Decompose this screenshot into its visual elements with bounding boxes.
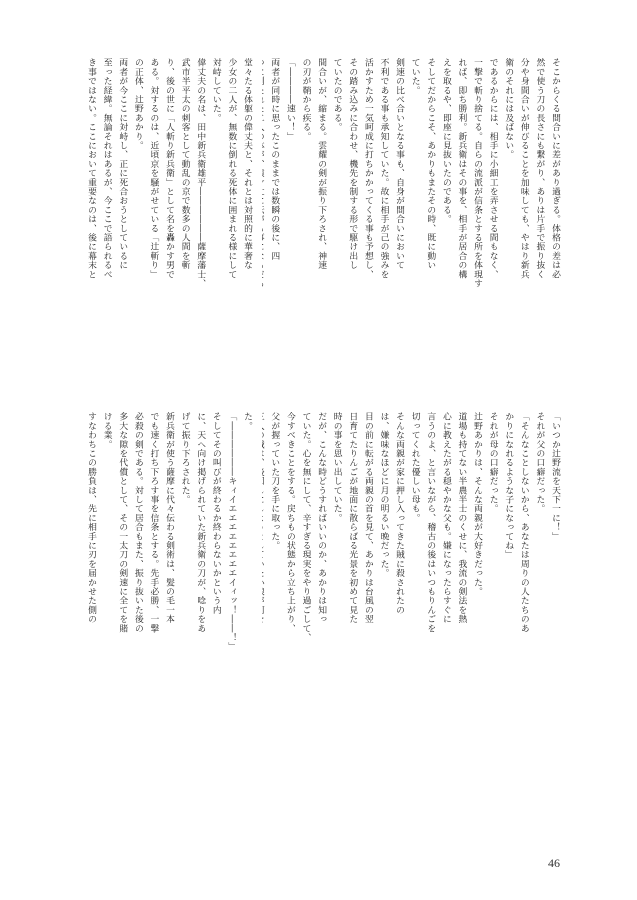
text-column: そしてだからこそ、あかりもまたその時、既に動い xyxy=(425,58,436,270)
text-column: の刃が鞘から疾る。 xyxy=(300,58,311,141)
text-column: 活かすため一気呵成に打ちかかってくる事も予想し、 xyxy=(362,58,373,279)
text-column: に、天へ向け掲げられていた新兵衛の刀が、唸りをあ xyxy=(195,412,206,633)
text-column: ていた。心を無にして、辛すぎる現実をやり過ごして、 xyxy=(300,412,311,642)
text-column: ある。対するのは、近頃京を騒がせている「辻斬り」 xyxy=(148,58,159,279)
text-block-upper-right xyxy=(262,58,562,378)
text-column: き事ではない。ここにおいて重要なのは、後に幕末と xyxy=(86,58,97,279)
text-column: だが、こんな時どうすればいいのか、あかりは知っ xyxy=(316,412,327,624)
text-column: 目の前に転がる両親の首を見て、あかりは台風の翌 xyxy=(362,412,373,624)
text-column: 偉丈夫の名は、田中新兵衛雄平――――――薩摩藩士、 xyxy=(195,58,206,288)
page-number: 46 xyxy=(548,856,560,870)
text-column: 然で使う刀の長さにも繋がり、ありは片手で振り抜く xyxy=(534,58,545,279)
text-column: 父が握っていた刀を手に取った。 xyxy=(269,412,280,550)
text-column: 「そんなことしないから、あなたは周りの人たちのあ xyxy=(518,412,529,633)
text-column: ける業。 xyxy=(101,412,112,449)
text-column xyxy=(262,412,266,734)
text-column: 辻野あかりは、そんな両親が大好きだった。 xyxy=(472,412,483,596)
text-column: 少女の二人が、無数に倒れる死体に囲まれる様にして xyxy=(226,58,237,279)
text-column: の正体、辻野あかり。 xyxy=(132,58,143,150)
text-column: ていた。 xyxy=(409,58,420,95)
text-block-lower-left xyxy=(82,412,254,734)
text-column: 堂々たる体躯の偉丈夫と、それとは対照的に華奢な xyxy=(242,58,252,270)
text-column: そしてその叫びが終わるか終わらないかという内 xyxy=(210,412,221,615)
text-column: 必殺の剣である。対して居合もまた、振り抜いた後の xyxy=(132,412,143,633)
text-column: でも速く打ち下ろす事を信条とする。先手必勝、一撃 xyxy=(148,412,159,633)
text-column: 時の事を思い出していた。 xyxy=(331,412,342,523)
text-column: それが父の口癖だった。 xyxy=(534,412,545,514)
text-column: かりになれるような子になってね」 xyxy=(503,412,514,560)
text-column: 剣速の比べ合いとなる事も、自身が間合いにおいて xyxy=(394,58,405,270)
text-column: 一撃で斬り捨てる。自らの流派が信条とする所を体現す xyxy=(472,58,483,288)
text-column: であるからには、相手に小細工を弄させる間もなく、 xyxy=(487,58,498,279)
text-column: 新兵衛が使う薩摩に代々伝わる剣術は、髪の毛一本 xyxy=(164,412,175,624)
text-column: 分や身間合いが伸びることを加味しても、やはり新兵 xyxy=(518,58,529,279)
text-column: 両者が今ここに対峙し、正に死合おうとしているに xyxy=(117,58,128,270)
text-column: た。 xyxy=(242,412,252,431)
text-column: は、嫌味なほどに月の明るい晩だった。 xyxy=(378,412,389,578)
text-column: 両者が同時に思ったこのままでは数瞬の後に、四 xyxy=(269,58,280,261)
text-column: えを取るや、即座に見抜いたのである。 xyxy=(440,58,451,224)
text-column: れば、即ち勝利。新兵衛はその事を、相手が居合の構 xyxy=(456,58,467,279)
text-column: 切ってくれた優しい母も。 xyxy=(409,412,420,523)
text-column: 多大な隙を代償として、その一太刀の剣速に全てを賭 xyxy=(117,412,128,633)
text-column: 言うのよ、と言いながら、稽古の後はいつもりんごを xyxy=(425,412,436,633)
text-column: 心に教えたがる穏やかな父も。嫌になったらすぐに xyxy=(440,412,451,624)
text-block-upper-left xyxy=(82,58,254,378)
text-column: 「いつか辻野流を天下一に！」 xyxy=(550,412,560,541)
text-column: 「――――――キィイエエエエエエエエイィッ！――！」 xyxy=(226,412,237,652)
text-column: り、後の世に「人斬り新兵衛」として名を轟かす男で xyxy=(164,58,175,279)
text-column: げて振り下ろされた。 xyxy=(179,412,190,504)
text-block-lower-right xyxy=(262,412,562,734)
text-column: 「――――速い！」 xyxy=(284,58,295,141)
text-column: 対峙していた。 xyxy=(210,58,221,123)
text-column: すなわちこの勝負は、先に相手に刃を届かせた側の xyxy=(86,412,97,624)
text-column xyxy=(262,58,266,378)
text-column: それが母の口癖だった。 xyxy=(487,412,498,514)
text-column: 武市半平太の刺客として動乱の京で数多の人間を斬 xyxy=(179,58,190,270)
text-column: そこからくる間合いに差があり過ぎる。体格の差は必 xyxy=(550,58,560,279)
text-column: ていたのである。 xyxy=(331,58,342,132)
text-column: 道場も持てない半農半士のくせに、我流の剣法を熱 xyxy=(456,412,467,624)
text-column: 日育てたりんごが地面に散らばる光景を初めて見た xyxy=(347,412,358,624)
text-column: 今すべきことをする。戻ちもの状態から立ち上がり、 xyxy=(284,412,295,633)
text-column: その踏み込みに合わせ、機先を制する形で駆け出し xyxy=(347,58,358,270)
text-column: 至った経緯。無論それはあるが、今ここで語られるべ xyxy=(101,58,112,279)
text-column: 衛のそれには及ばない。 xyxy=(503,58,514,160)
text-column: 間合いが、縮まる。雲耀の剣が振り下ろされ、神速 xyxy=(316,58,327,270)
text-column: そんな両親が家に押し入ってきた賊に殺されたの xyxy=(394,412,405,615)
text-column: 不利である事も承知していた。故に相手が己の強みを xyxy=(378,58,389,279)
